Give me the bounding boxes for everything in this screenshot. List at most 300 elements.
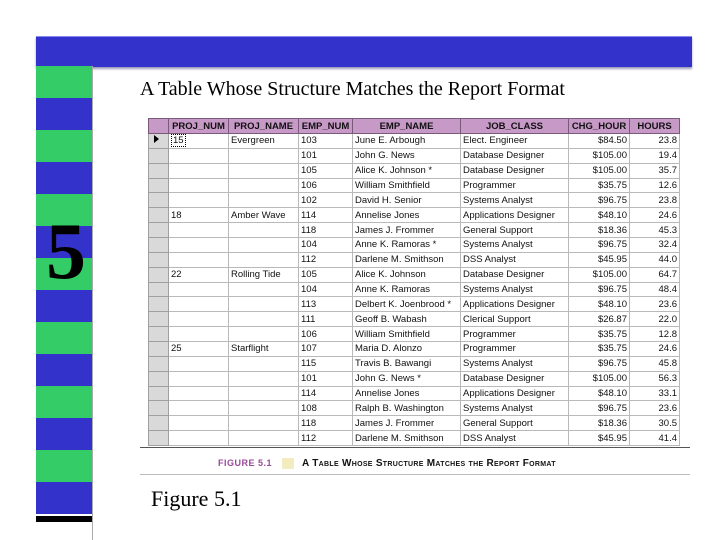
row-selector[interactable] (149, 223, 169, 238)
cell-value: 106 (301, 180, 317, 191)
cell-value: William Smithfield (355, 180, 430, 191)
row-selector[interactable] (149, 134, 169, 149)
cell-value: 105 (301, 165, 317, 177)
cell-value: Travis B. Bawangi (355, 358, 432, 370)
table-cell (353, 148, 461, 163)
table-cell (461, 193, 569, 208)
header-row (149, 119, 680, 134)
figure-caption (218, 458, 556, 469)
table-cell (169, 312, 229, 327)
table-cell (569, 297, 630, 312)
table-cell (461, 267, 569, 282)
row-selector[interactable] (149, 356, 169, 371)
cell-value: $35.75 (597, 343, 627, 355)
cell-value: Alice K. Johnson (355, 269, 426, 281)
cell-value: 107 (301, 343, 317, 355)
cell-value: $48.10 (597, 209, 627, 221)
table-cell (299, 371, 353, 386)
cell-value: DSS Analyst (463, 254, 516, 266)
cell-value: Systems Analyst (463, 239, 533, 251)
data-table (148, 118, 680, 446)
cell-value: 102 (301, 194, 317, 206)
table-cell (229, 282, 299, 297)
table-cell (353, 386, 461, 401)
table-row (149, 178, 680, 193)
table-cell (461, 327, 569, 342)
table-cell (299, 416, 353, 431)
table-cell (299, 252, 353, 267)
cell-value: 22 (171, 269, 182, 281)
table-cell (630, 252, 680, 267)
table-cell (630, 163, 680, 178)
cell-value: 23.6 (658, 298, 677, 310)
table-cell (630, 386, 680, 401)
row-selector[interactable] (149, 431, 169, 446)
cell-value: 101 (301, 150, 317, 162)
cell-value: Systems Analyst (463, 358, 533, 370)
table-row (149, 134, 680, 149)
cell-value: 104 (301, 284, 317, 296)
table-cell (569, 148, 630, 163)
current-row-arrow-icon (154, 135, 159, 143)
table-cell (169, 163, 229, 178)
table-cell (353, 312, 461, 327)
table-cell (630, 282, 680, 297)
cell-value: Database Designer (463, 150, 545, 162)
cell-value: 112 (301, 432, 317, 444)
table-cell (169, 401, 229, 416)
table-cell (229, 148, 299, 163)
cell-value: 44.0 (658, 254, 677, 266)
cell-value: Darlene M. Smithson (355, 254, 444, 266)
cell-value: 23.8 (658, 135, 677, 147)
table-cell (353, 178, 461, 193)
table-cell (299, 401, 353, 416)
table-cell (299, 431, 353, 446)
table-cell (461, 312, 569, 327)
cell-value: Systems Analyst (463, 284, 533, 296)
table-cell (169, 327, 229, 342)
table-cell (353, 371, 461, 386)
cell-value: Rolling Tide (231, 269, 281, 281)
table-cell (630, 134, 680, 149)
cell-value: Alice K. Johnson * (355, 165, 433, 177)
table-cell (169, 134, 229, 149)
table-cell (630, 178, 680, 193)
table-row (149, 297, 680, 312)
cell-value: Anne K. Ramoras * (355, 239, 437, 251)
row-selector[interactable] (149, 148, 169, 163)
table-row (149, 416, 680, 431)
cell-value: 105 (301, 269, 317, 281)
cell-value: Amber Wave (231, 209, 286, 221)
table-figure (148, 118, 679, 446)
cell-value: Evergreen (231, 135, 275, 147)
table-cell (569, 134, 630, 149)
cell-value: 118 (301, 417, 317, 429)
table-row (149, 356, 680, 371)
cell-value: $48.10 (597, 388, 627, 400)
cell-value: Annelise Jones (355, 209, 420, 221)
table-row (149, 371, 680, 386)
table-cell (299, 342, 353, 357)
caption-square-icon (282, 458, 294, 469)
table-cell (461, 297, 569, 312)
table-cell (569, 356, 630, 371)
table-cell (299, 134, 353, 149)
cell-value: DSS Analyst (463, 432, 516, 444)
table-cell (461, 401, 569, 416)
table-cell (569, 431, 630, 446)
table-cell (299, 356, 353, 371)
cell-value: John G. News (355, 150, 415, 162)
cell-value: 48.4 (658, 284, 677, 296)
table-cell (353, 238, 461, 253)
cell-value: 45.8 (658, 358, 677, 370)
cell-value: 115 (301, 358, 317, 370)
row-selector[interactable] (149, 386, 169, 401)
table-row (149, 401, 680, 416)
title-bar (36, 36, 692, 67)
table-cell (353, 342, 461, 357)
table-cell (630, 297, 680, 312)
cell-value: $45.95 (597, 254, 627, 266)
table-cell (569, 312, 630, 327)
cell-value: 12.6 (658, 180, 677, 191)
table-cell (569, 327, 630, 342)
cell-value: Applications Designer (463, 388, 555, 400)
table-row (149, 148, 680, 163)
cell-value: Geoff B. Wabash (355, 313, 427, 325)
row-selector[interactable] (149, 282, 169, 297)
cell-value: 33.1 (658, 388, 677, 400)
table-cell (630, 431, 680, 446)
cell-value: 22.0 (658, 313, 677, 325)
table-cell (569, 342, 630, 357)
column-header: HOURS (630, 119, 680, 134)
table-cell (229, 312, 299, 327)
table-cell (569, 223, 630, 238)
table-row (149, 312, 680, 327)
table-cell (229, 134, 299, 149)
cell-value: $26.87 (597, 313, 627, 325)
cell-value: John G. News * (355, 373, 421, 385)
table-cell (569, 267, 630, 282)
table-cell (461, 431, 569, 446)
cell-value: Programmer (463, 180, 516, 191)
row-selector[interactable] (149, 178, 169, 193)
cell-value: $48.10 (597, 298, 627, 310)
table-cell (461, 223, 569, 238)
table-cell (630, 148, 680, 163)
column-header: JOB_CLASS (461, 119, 569, 134)
cell-value: June E. Arbough (355, 135, 426, 147)
cell-value: 112 (301, 254, 317, 266)
row-selector[interactable] (149, 416, 169, 431)
cell-value: 35.7 (658, 165, 677, 177)
cell-value: 24.6 (658, 343, 677, 355)
table-cell (569, 401, 630, 416)
table-cell (229, 431, 299, 446)
cell-value: General Support (463, 417, 533, 429)
table-cell (229, 193, 299, 208)
caption-rule-bottom (140, 474, 690, 475)
slide-title: A Table Whose Structure Matches the Report Format (140, 78, 565, 100)
cell-value: 103 (301, 135, 317, 147)
table-cell (353, 208, 461, 223)
table-row (149, 208, 680, 223)
cell-value: $105.00 (592, 269, 627, 281)
row-selector[interactable] (149, 193, 169, 208)
table-cell (353, 134, 461, 149)
table-cell (630, 342, 680, 357)
cell-value: 64.7 (658, 269, 677, 281)
table-cell (169, 208, 229, 223)
table-cell (569, 208, 630, 223)
table-cell (299, 267, 353, 282)
table-cell (569, 238, 630, 253)
cell-value: Database Designer (463, 269, 545, 281)
cell-value: James J. Frommer (355, 224, 435, 236)
table-cell (353, 401, 461, 416)
table-cell (229, 342, 299, 357)
column-header: EMP_NUM (299, 119, 353, 134)
table-cell (229, 178, 299, 193)
caption-text: A Table Whose Structure Matches the Report Format (302, 458, 556, 469)
row-selector[interactable] (149, 238, 169, 253)
table-cell (169, 238, 229, 253)
table-cell (299, 282, 353, 297)
chapter-number: 5 (46, 208, 86, 296)
table-row (149, 163, 680, 178)
table-cell (299, 238, 353, 253)
table-cell (169, 342, 229, 357)
row-selector-header (149, 119, 169, 134)
cell-value: Applications Designer (463, 298, 555, 310)
table-cell (461, 178, 569, 193)
cell-value: 25 (171, 343, 182, 355)
table-cell (299, 163, 353, 178)
cell-value: Delbert K. Joenbrood * (355, 298, 452, 310)
table-cell (630, 312, 680, 327)
table-cell (229, 238, 299, 253)
cell-value: 106 (301, 328, 317, 340)
cell-value: Anne K. Ramoras (355, 284, 430, 296)
cell-value: 104 (301, 239, 317, 251)
table-cell (229, 401, 299, 416)
table-cell (630, 193, 680, 208)
table-cell (630, 238, 680, 253)
cell-value: $96.75 (597, 284, 627, 296)
cell-value: 18 (171, 209, 182, 221)
cell-value: Starflight (231, 343, 269, 355)
cell-value: Database Designer (463, 373, 545, 385)
table-cell (169, 431, 229, 446)
cell-value: Systems Analyst (463, 194, 533, 206)
sidebar-shadow (36, 516, 92, 522)
table-cell (229, 386, 299, 401)
cell-value: $18.36 (597, 224, 627, 236)
table-cell (229, 252, 299, 267)
column-header: EMP_NAME (353, 119, 461, 134)
table-cell (630, 223, 680, 238)
table-cell (169, 148, 229, 163)
table-cell (229, 208, 299, 223)
cell-value: Programmer (463, 343, 516, 355)
table-cell (569, 282, 630, 297)
table-cell (169, 223, 229, 238)
table-cell (169, 252, 229, 267)
cell-value: Programmer (463, 328, 516, 340)
cell-value: 111 (301, 313, 316, 325)
cell-value: 15 (173, 135, 184, 147)
row-selector[interactable] (149, 327, 169, 342)
table-cell (353, 356, 461, 371)
table-cell (353, 431, 461, 446)
cell-value: $18.36 (597, 417, 627, 429)
table-cell (630, 208, 680, 223)
table-cell (461, 416, 569, 431)
row-selector[interactable] (149, 371, 169, 386)
row-selector[interactable] (149, 163, 169, 178)
table-cell (630, 356, 680, 371)
table-cell (461, 342, 569, 357)
table-cell (353, 416, 461, 431)
cell-value: 23.8 (658, 194, 677, 206)
caption-number: FIGURE 5.1 (218, 458, 273, 468)
table-cell (353, 252, 461, 267)
table-cell (229, 267, 299, 282)
table-cell (630, 371, 680, 386)
table-row (149, 327, 680, 342)
table-cell (299, 148, 353, 163)
table-cell (461, 371, 569, 386)
table-cell (169, 193, 229, 208)
cell-value: 30.5 (658, 417, 677, 429)
table-cell (461, 386, 569, 401)
table-cell (461, 163, 569, 178)
cell-value: David H. Senior (355, 194, 422, 206)
table-cell (169, 297, 229, 312)
row-selector[interactable] (149, 267, 169, 282)
cell-value: 118 (301, 224, 317, 236)
table-cell (299, 193, 353, 208)
cell-value: 114 (301, 209, 317, 221)
row-selector[interactable] (149, 342, 169, 357)
table-cell (353, 282, 461, 297)
table-cell (461, 282, 569, 297)
cell-value: $105.00 (592, 165, 627, 177)
table-cell (461, 238, 569, 253)
cell-value: Elect. Engineer (463, 135, 528, 147)
column-header: PROJ_NUM (169, 119, 229, 134)
table-cell (353, 223, 461, 238)
table-cell (353, 267, 461, 282)
table-cell (229, 356, 299, 371)
table-cell (229, 223, 299, 238)
table-cell (299, 297, 353, 312)
table-cell (461, 252, 569, 267)
table-cell (630, 327, 680, 342)
table-cell (299, 178, 353, 193)
column-header: PROJ_NAME (229, 119, 299, 134)
cell-value: Ralph B. Washington (355, 402, 444, 414)
row-selector[interactable] (149, 208, 169, 223)
table-cell (461, 134, 569, 149)
table-cell (169, 386, 229, 401)
cell-value: Darlene M. Smithson (355, 432, 444, 444)
cell-value: Applications Designer (463, 209, 555, 221)
table-row (149, 386, 680, 401)
table-row (149, 238, 680, 253)
cell-value: 24.6 (658, 209, 677, 221)
table-row (149, 223, 680, 238)
table-cell (169, 267, 229, 282)
table-cell (569, 252, 630, 267)
table-cell (229, 327, 299, 342)
row-selector[interactable] (149, 401, 169, 416)
row-selector[interactable] (149, 312, 169, 327)
table-cell (169, 371, 229, 386)
cell-value: $35.75 (597, 180, 627, 191)
table-cell (299, 208, 353, 223)
cell-value: 32.4 (658, 239, 677, 251)
table-row (149, 193, 680, 208)
table-cell (353, 327, 461, 342)
table-cell (299, 327, 353, 342)
cell-value: 108 (301, 402, 317, 414)
table-row (149, 431, 680, 446)
table-cell (569, 416, 630, 431)
figure-label: Figure 5.1 (151, 486, 242, 511)
cell-value: 41.4 (658, 432, 677, 444)
cell-value: 101 (301, 373, 317, 385)
cell-value: 56.3 (658, 373, 677, 385)
cell-value: General Support (463, 224, 533, 236)
cell-value: $96.75 (597, 358, 627, 370)
table-cell (229, 163, 299, 178)
table-cell (169, 416, 229, 431)
cell-value: 12.8 (658, 328, 677, 340)
cell-value: William Smithfield (355, 328, 430, 340)
cell-value: James J. Frommer (355, 417, 435, 429)
table-cell (169, 282, 229, 297)
caption-rule (140, 447, 690, 448)
table-cell (169, 356, 229, 371)
cell-value: 114 (301, 388, 317, 400)
cell-value: $35.75 (597, 328, 627, 340)
cell-value: Systems Analyst (463, 402, 533, 414)
row-selector[interactable] (149, 252, 169, 267)
cell-value: 113 (301, 298, 317, 310)
table-cell (353, 163, 461, 178)
table-cell (229, 297, 299, 312)
cell-value: 23.6 (658, 402, 677, 414)
table-cell (630, 267, 680, 282)
cell-value: $84.50 (597, 135, 627, 147)
table-cell (169, 178, 229, 193)
cell-value: $96.75 (597, 239, 627, 251)
table-row (149, 342, 680, 357)
table-cell (569, 163, 630, 178)
table-cell (569, 178, 630, 193)
table-cell (461, 208, 569, 223)
table-row (149, 252, 680, 267)
row-selector[interactable] (149, 297, 169, 312)
table-cell (569, 371, 630, 386)
column-header: CHG_HOUR (569, 119, 630, 134)
cell-value: $96.75 (597, 194, 627, 206)
